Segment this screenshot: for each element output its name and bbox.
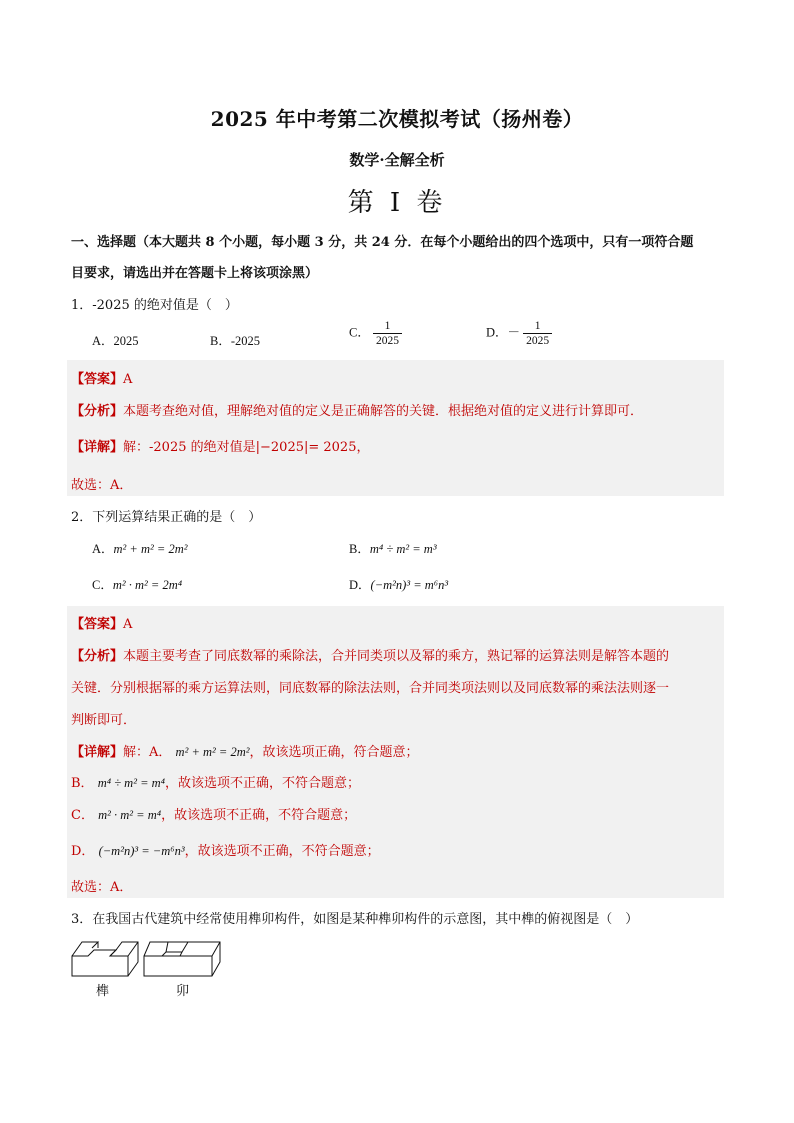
q2-detail-d-text: ，故该选项不正确，不符合题意； — [184, 844, 380, 859]
q2-answer — [71, 613, 132, 632]
q2-detail-c-text: ，故该选项不正确，不符合题意； — [161, 808, 357, 823]
q2-option-d — [349, 575, 448, 593]
q2-detail-d — [71, 840, 380, 859]
q1-option-d-numerator: 1 — [523, 319, 552, 334]
q2-detail-a-text: ，故该选项正确，符合题意； — [249, 745, 419, 760]
q3-stem: 3．在我国古代建筑中经常使用榫卯构件，如图是某种榫卯构件的示意图，其中榫的俯视图是（ ） — [71, 912, 639, 927]
q1-option-c — [349, 319, 402, 348]
q2-analysis-line1 — [71, 645, 669, 664]
q2-detail-a-prefix: 解：A． — [123, 745, 172, 760]
section-instructions-line2: 目要求，请选出并在答题卡上将该项涂黑） — [71, 266, 319, 281]
q1-analysis-tag: 【分析】 — [71, 404, 124, 419]
q1-option-d-label: D．－ — [486, 325, 521, 340]
mortise-drawing — [144, 942, 220, 976]
q2-detail-tag: 【详解】 — [71, 745, 124, 760]
q1-option-c-numerator: 1 — [373, 319, 402, 334]
q1-option-d — [486, 319, 552, 348]
q1-detail-tag: 【详解】 — [71, 440, 124, 455]
section-instructions-line1: 一、选择题（本大题共 8 个小题，每小题 3 分，共 24 分．在每个小题给出的四个选项中，只有一项符合题 — [71, 235, 694, 250]
q2-analysis-text1: 本题主要考查了同底数幂的乘除法，合并同类项以及幂的乘方，熟记幂的运算法则是解答本题的 — [123, 649, 670, 664]
tenon-mortise-figure — [70, 932, 230, 980]
q1-option-a: A．2025 — [92, 334, 139, 348]
label-mortise: 卯 — [176, 984, 190, 999]
q2-detail-b-math: m⁴ ÷ m² = m⁴ — [97, 776, 166, 790]
q1-analysis-text: 本题考查绝对值，理解绝对值的定义是正确解答的关键．根据绝对值的定义进行计算即可． — [123, 404, 644, 419]
q1-answer — [71, 368, 132, 387]
q2-option-a-label: A． — [92, 542, 114, 556]
q2-detail-d-prefix: D． — [71, 844, 95, 859]
volume-heading: 第 I 卷 — [347, 188, 447, 218]
q1-stem: 1．-2025 的绝对值是（ ） — [71, 298, 238, 313]
q2-detail-b-text: ，故该选项不正确，不符合题意； — [165, 776, 361, 791]
q1-solution-panel — [67, 360, 724, 496]
q2-option-b-label: B． — [349, 542, 370, 556]
q2-option-c-math: m² · m² = 2m⁴ — [112, 578, 183, 592]
q1-analysis — [71, 400, 643, 419]
q1-conclusion: 故选：A． — [71, 478, 133, 493]
label-tenon: 榫 — [96, 984, 110, 999]
q2-option-c-label: C． — [92, 578, 113, 592]
q2-answer-value: A — [123, 617, 133, 632]
q2-answer-tag: 【答案】 — [71, 617, 124, 632]
q2-analysis-line2: 关键．分别根据幂的乘方运算法则，同底数幂的除法法则，合并同类项法则以及同底数幂的乘法法则逐一 — [71, 681, 670, 696]
q1-option-c-label: C． — [349, 325, 370, 340]
q1-option-c-fraction — [373, 319, 402, 348]
q2-detail-c-prefix: C． — [71, 808, 94, 823]
q1-answer-tag: 【答案】 — [71, 372, 124, 387]
q1-option-d-fraction — [523, 319, 552, 348]
q1-detail-text: 解：-2025 的绝对值是|−2025|= 2025， — [123, 440, 370, 455]
q2-analysis-tag: 【分析】 — [71, 649, 124, 664]
q2-detail-a — [71, 741, 419, 760]
q2-detail-d-math: (−m²n)³ = −m⁶n³ — [98, 844, 185, 858]
q2-detail-b — [71, 772, 360, 791]
q2-detail-c — [71, 804, 356, 823]
q2-detail-b-prefix: B． — [71, 776, 94, 791]
q2-detail-a-math: m² + m² = 2m² — [175, 745, 250, 759]
exam-subtitle: 数学·全解全析 — [349, 151, 445, 169]
q2-option-d-label: D． — [349, 578, 371, 592]
q2-stem: 2．下列运算结果正确的是（ ） — [71, 510, 262, 525]
q2-option-b-math: m⁴ ÷ m² = m³ — [369, 542, 437, 556]
q2-conclusion: 故选：A． — [71, 880, 133, 895]
q2-option-d-math: (−m²n)³ = m⁶n³ — [370, 578, 449, 592]
q2-option-c — [92, 575, 182, 593]
q2-option-a-math: m² + m² = 2m² — [113, 542, 188, 556]
q1-option-d-denominator: 2025 — [526, 335, 550, 347]
q1-option-b: B．-2025 — [210, 334, 261, 348]
q2-option-a — [92, 539, 187, 557]
q1-option-c-denominator: 2025 — [375, 335, 399, 347]
q2-analysis-line3: 判断即可． — [71, 713, 137, 728]
exam-title: 2025 年中考第二次模拟考试（扬州卷） — [210, 107, 584, 131]
q2-detail-c-math: m² · m² = m⁴ — [98, 808, 162, 822]
q1-answer-value: A — [123, 372, 133, 387]
tenon-drawing — [72, 942, 138, 976]
q1-detail — [71, 436, 369, 455]
q2-option-b — [349, 539, 437, 557]
